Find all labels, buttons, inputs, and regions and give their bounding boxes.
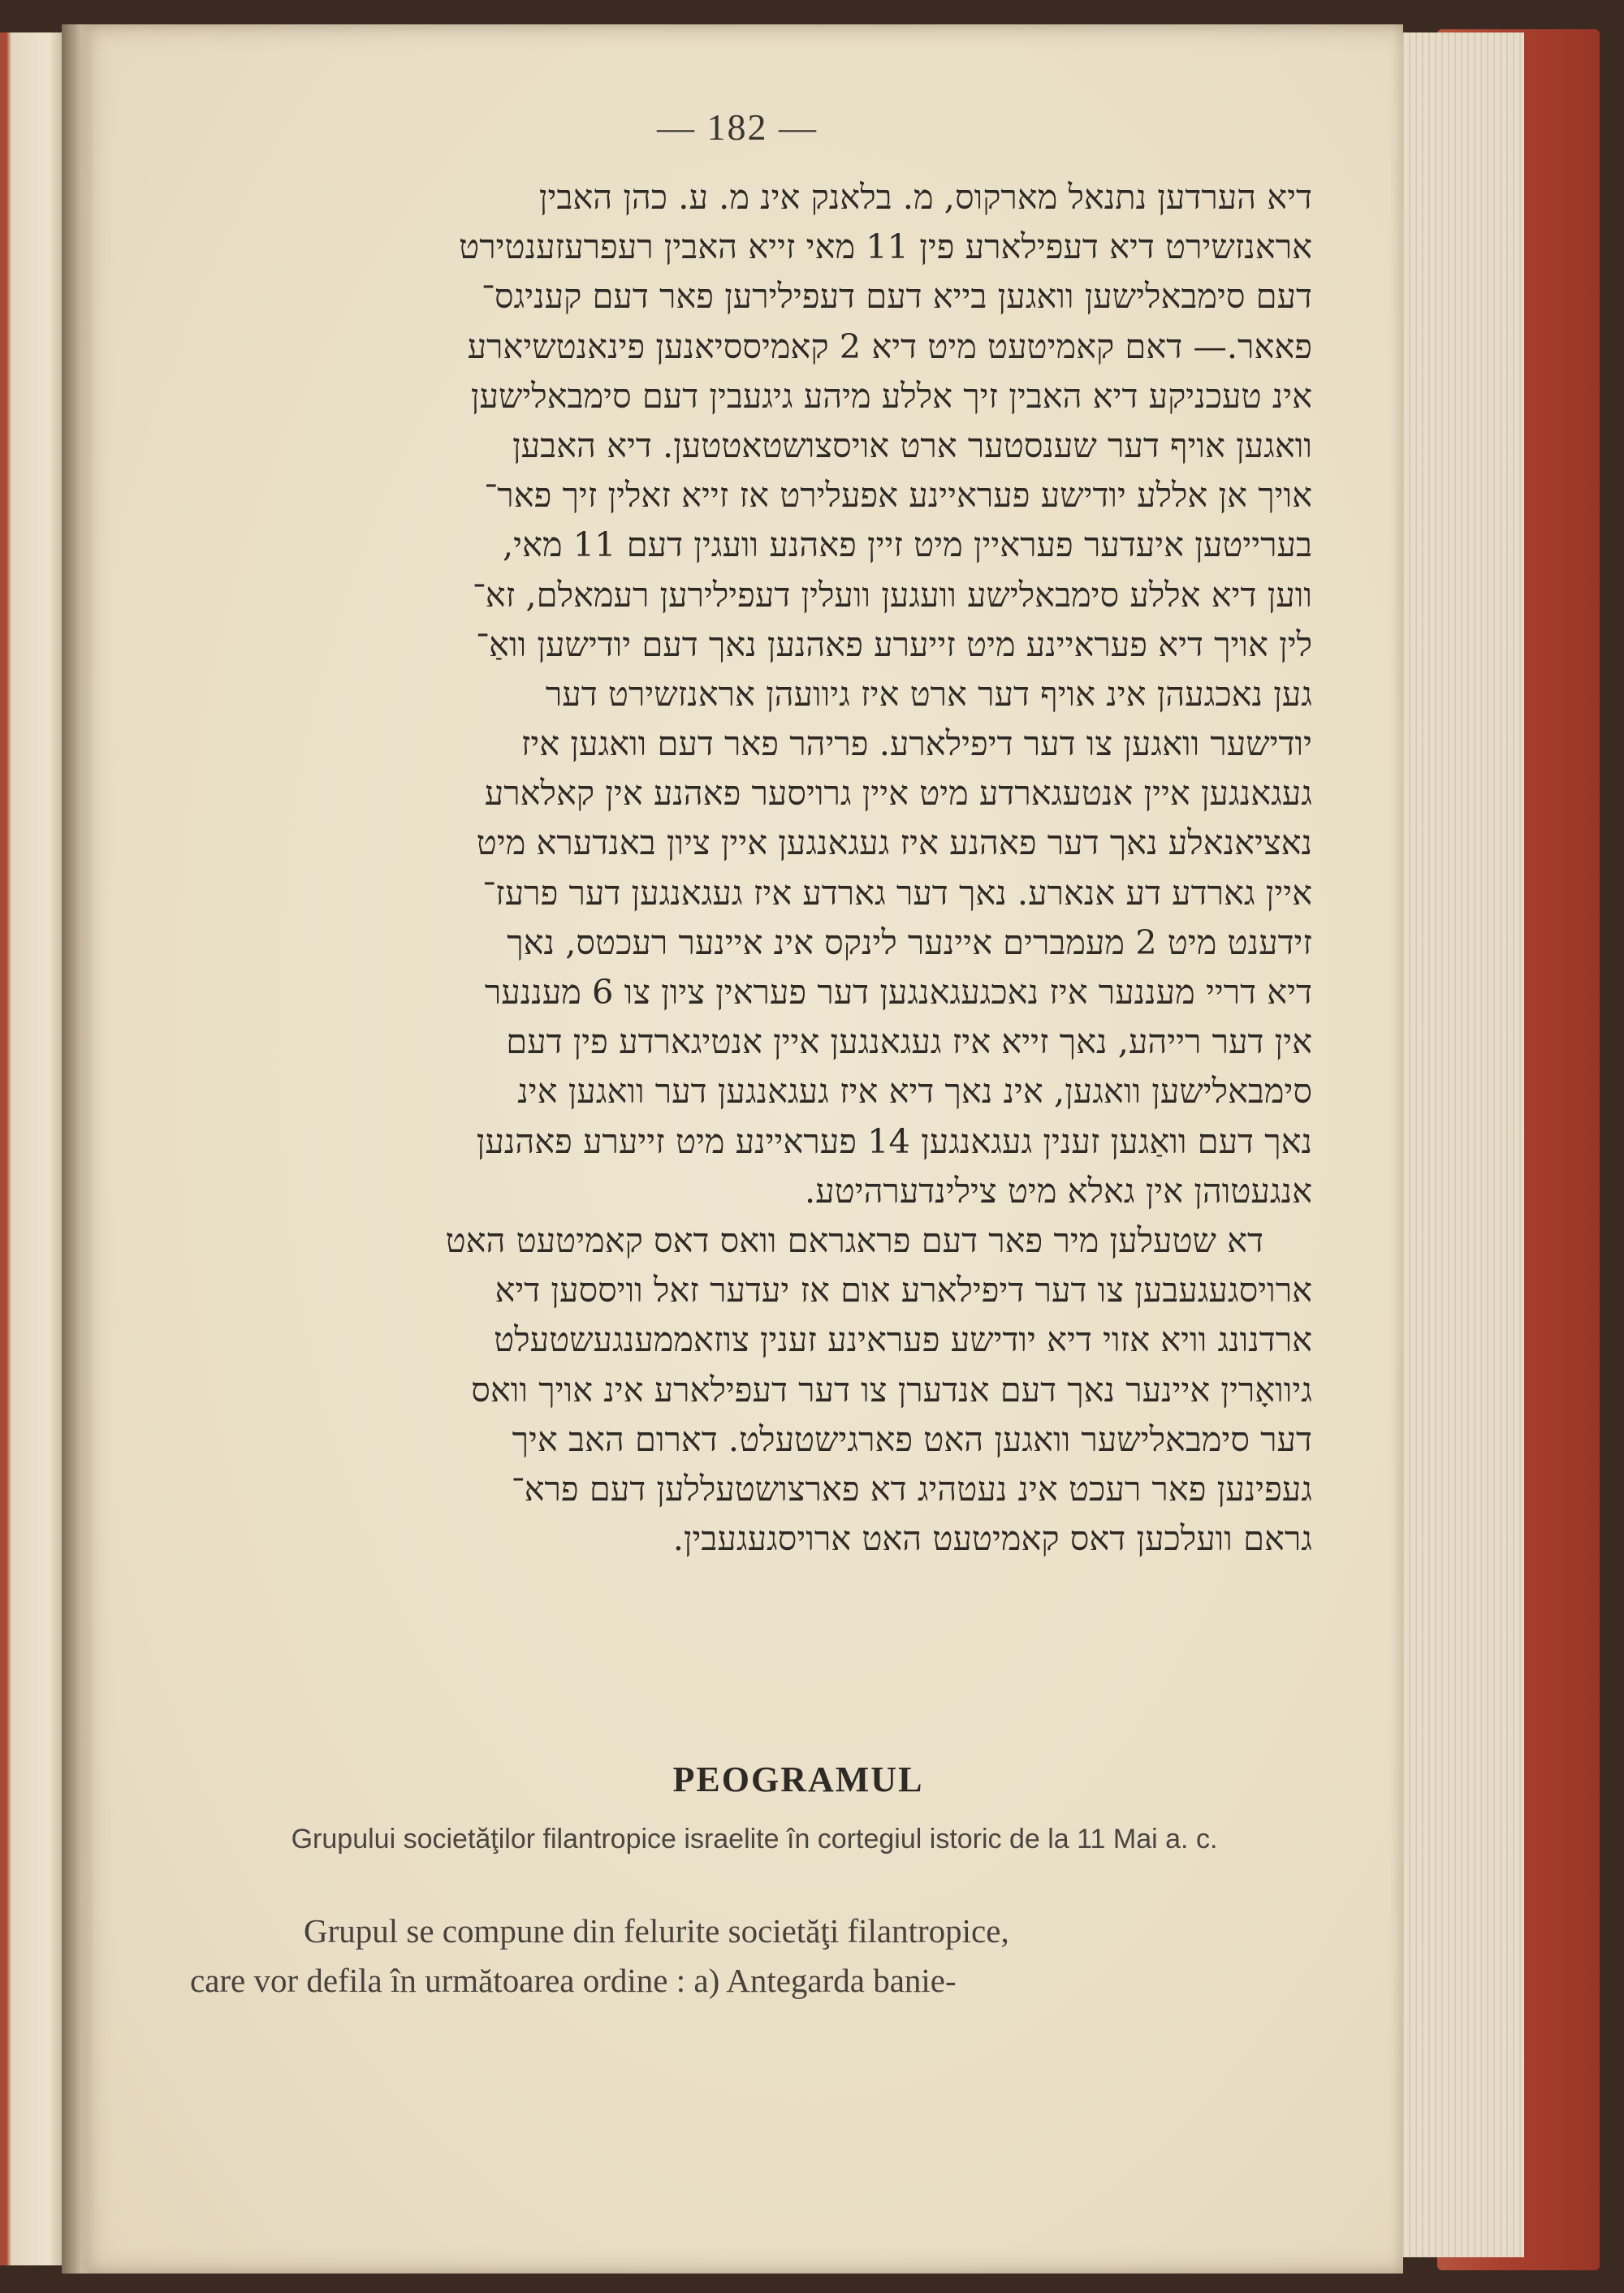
text-line: אראנזשירט דיא דעפילארע פין 11 מאי זייא האבין רעפרעזענטירט — [459, 227, 1312, 267]
text-line: גען נאכגעהן אינ אויף דער ארט איז גיוועהן אראנזשירט דער — [545, 673, 1312, 714]
yiddish-text-block — [179, 172, 1312, 1563]
book-page — [71, 24, 1403, 2274]
text-line: פאאר.— דאם קאמיטעט מיט דיא 2 קאמיססיאנען פינאנטשיארע — [467, 326, 1312, 366]
text-line: ארויסגעגעבען צו דער דיפילארע אום אז יעדער זאל וויססען דיא — [495, 1270, 1312, 1311]
text-line: ארדנונג וויא אזוי דיא יודישע פעראינע זענין צוזאממענגעשטעלט — [494, 1319, 1312, 1360]
text-line: בערייטען איעדער פעראיין מיט זיין פאהנע וועגין דעם 11 מאי, — [502, 525, 1312, 565]
text-line: אינ טעכניקע דיא האבין זיך אללע מיהע גיגעבין דעם סימבאלישען — [470, 375, 1312, 416]
text-line: אין דער רייהע, נאך זייא איז געגאנגען איין אנטיגארדע פין דעם — [506, 1021, 1312, 1062]
program-body — [190, 1907, 1319, 2006]
text-line: ווען דיא אללע סימבאלישע וועגען וועלין דעפילירען רעמאלם, זא־ — [472, 574, 1312, 615]
spine-shadow — [62, 24, 94, 2274]
text-line: דא שטעלען מיר פאר דעם פראגראם וואס דאס קאמיטעט האט — [445, 1220, 1263, 1260]
text-line: געגאנגען איין אנטעגארדע מיט איין גרויסער פאהנע אין קאלארע — [484, 773, 1312, 814]
text-line: אויך אן אללע יודישע פעראיינע אפעלירט אז זייא זאלין זיך פאר־ — [484, 475, 1312, 516]
text-line: דער סימבאלישער וואגען האט פארגישטעלט. דארום האב איך — [512, 1419, 1312, 1459]
text-line: איין גארדע דע אנארע. נאך דער גארדע איז געגאנגען דער פרעז־ — [482, 872, 1312, 913]
left-page-edge — [0, 32, 62, 2265]
program-text-line: Grupul se compune din felurite societăţi filantropice, — [304, 1912, 1009, 1950]
page-number: — 182 — — [657, 106, 818, 148]
text-line: סימבאלישען וואגען, אינ נאך דיא איז געגאנגען דער וואגען אינ — [517, 1071, 1312, 1112]
text-line: וואגען אויף דער שענסטער ארט אויסצושטאטטען. דיא האבען — [512, 425, 1312, 465]
text-line: געפינען פאר רעכט אינ נעטהיג דא פארצושטעללען דעם פרא־ — [511, 1468, 1312, 1509]
text-line: דיא דריי מעננער איז נאכגעגאנגען דער פעראין ציון צו 6 מעננער — [484, 972, 1312, 1012]
program-subtitle: Grupului societăţilor filantropice israelite în cortegiul istoric de la 11 Mai a. c. — [291, 1824, 1218, 1855]
text-line: נאציאנאלע נאך דער פאהנע איז געגאנגען איין ציון באנדערא מיט — [476, 823, 1312, 863]
text-line: נאך דעם וואַגען זענין געגאנגען 14 פעראיינע מיט זייערע פאהנען — [476, 1121, 1312, 1161]
text-line: גראם וועלכען דאס קאמיטעט האט ארויסגעגעבין. — [672, 1518, 1312, 1559]
program-text-line: care vor defila în următoarea ordine : a) Antegarda banie- — [190, 1962, 957, 1999]
page-stack-edges — [1397, 32, 1524, 2257]
text-line: זידענט מיט 2 מעמברים איינער לינקס אינ איינער רעכטס, נאך — [507, 922, 1312, 962]
text-line: דיא הערדען נתנאל מארקוס, מ. בלאנק אינ מ. ע. כהן האבין — [538, 177, 1312, 217]
text-line: לין אויך דיא פעראיינע מיט זייערע פאהנען נאך דעם יודישען וואַ־ — [476, 624, 1312, 664]
text-line: גיוואָרין איינער נאך דעם אנדערן צו דער דעפילארע אינ אויך וואס — [471, 1369, 1312, 1410]
text-line: דעם סימבאלישען וואגען בייא דעם דעפילירען פאר דעם קעניגס־ — [482, 276, 1312, 317]
program-title: PEOGRAMUL — [672, 1760, 924, 1799]
text-line: אנגעטוהן אין גאלא מיט צילינדערהיטע. — [804, 1170, 1312, 1211]
text-line: יודישער וואגען צו דער דיפילארע. פריהר פאר דעם וואגען איז — [520, 723, 1312, 764]
